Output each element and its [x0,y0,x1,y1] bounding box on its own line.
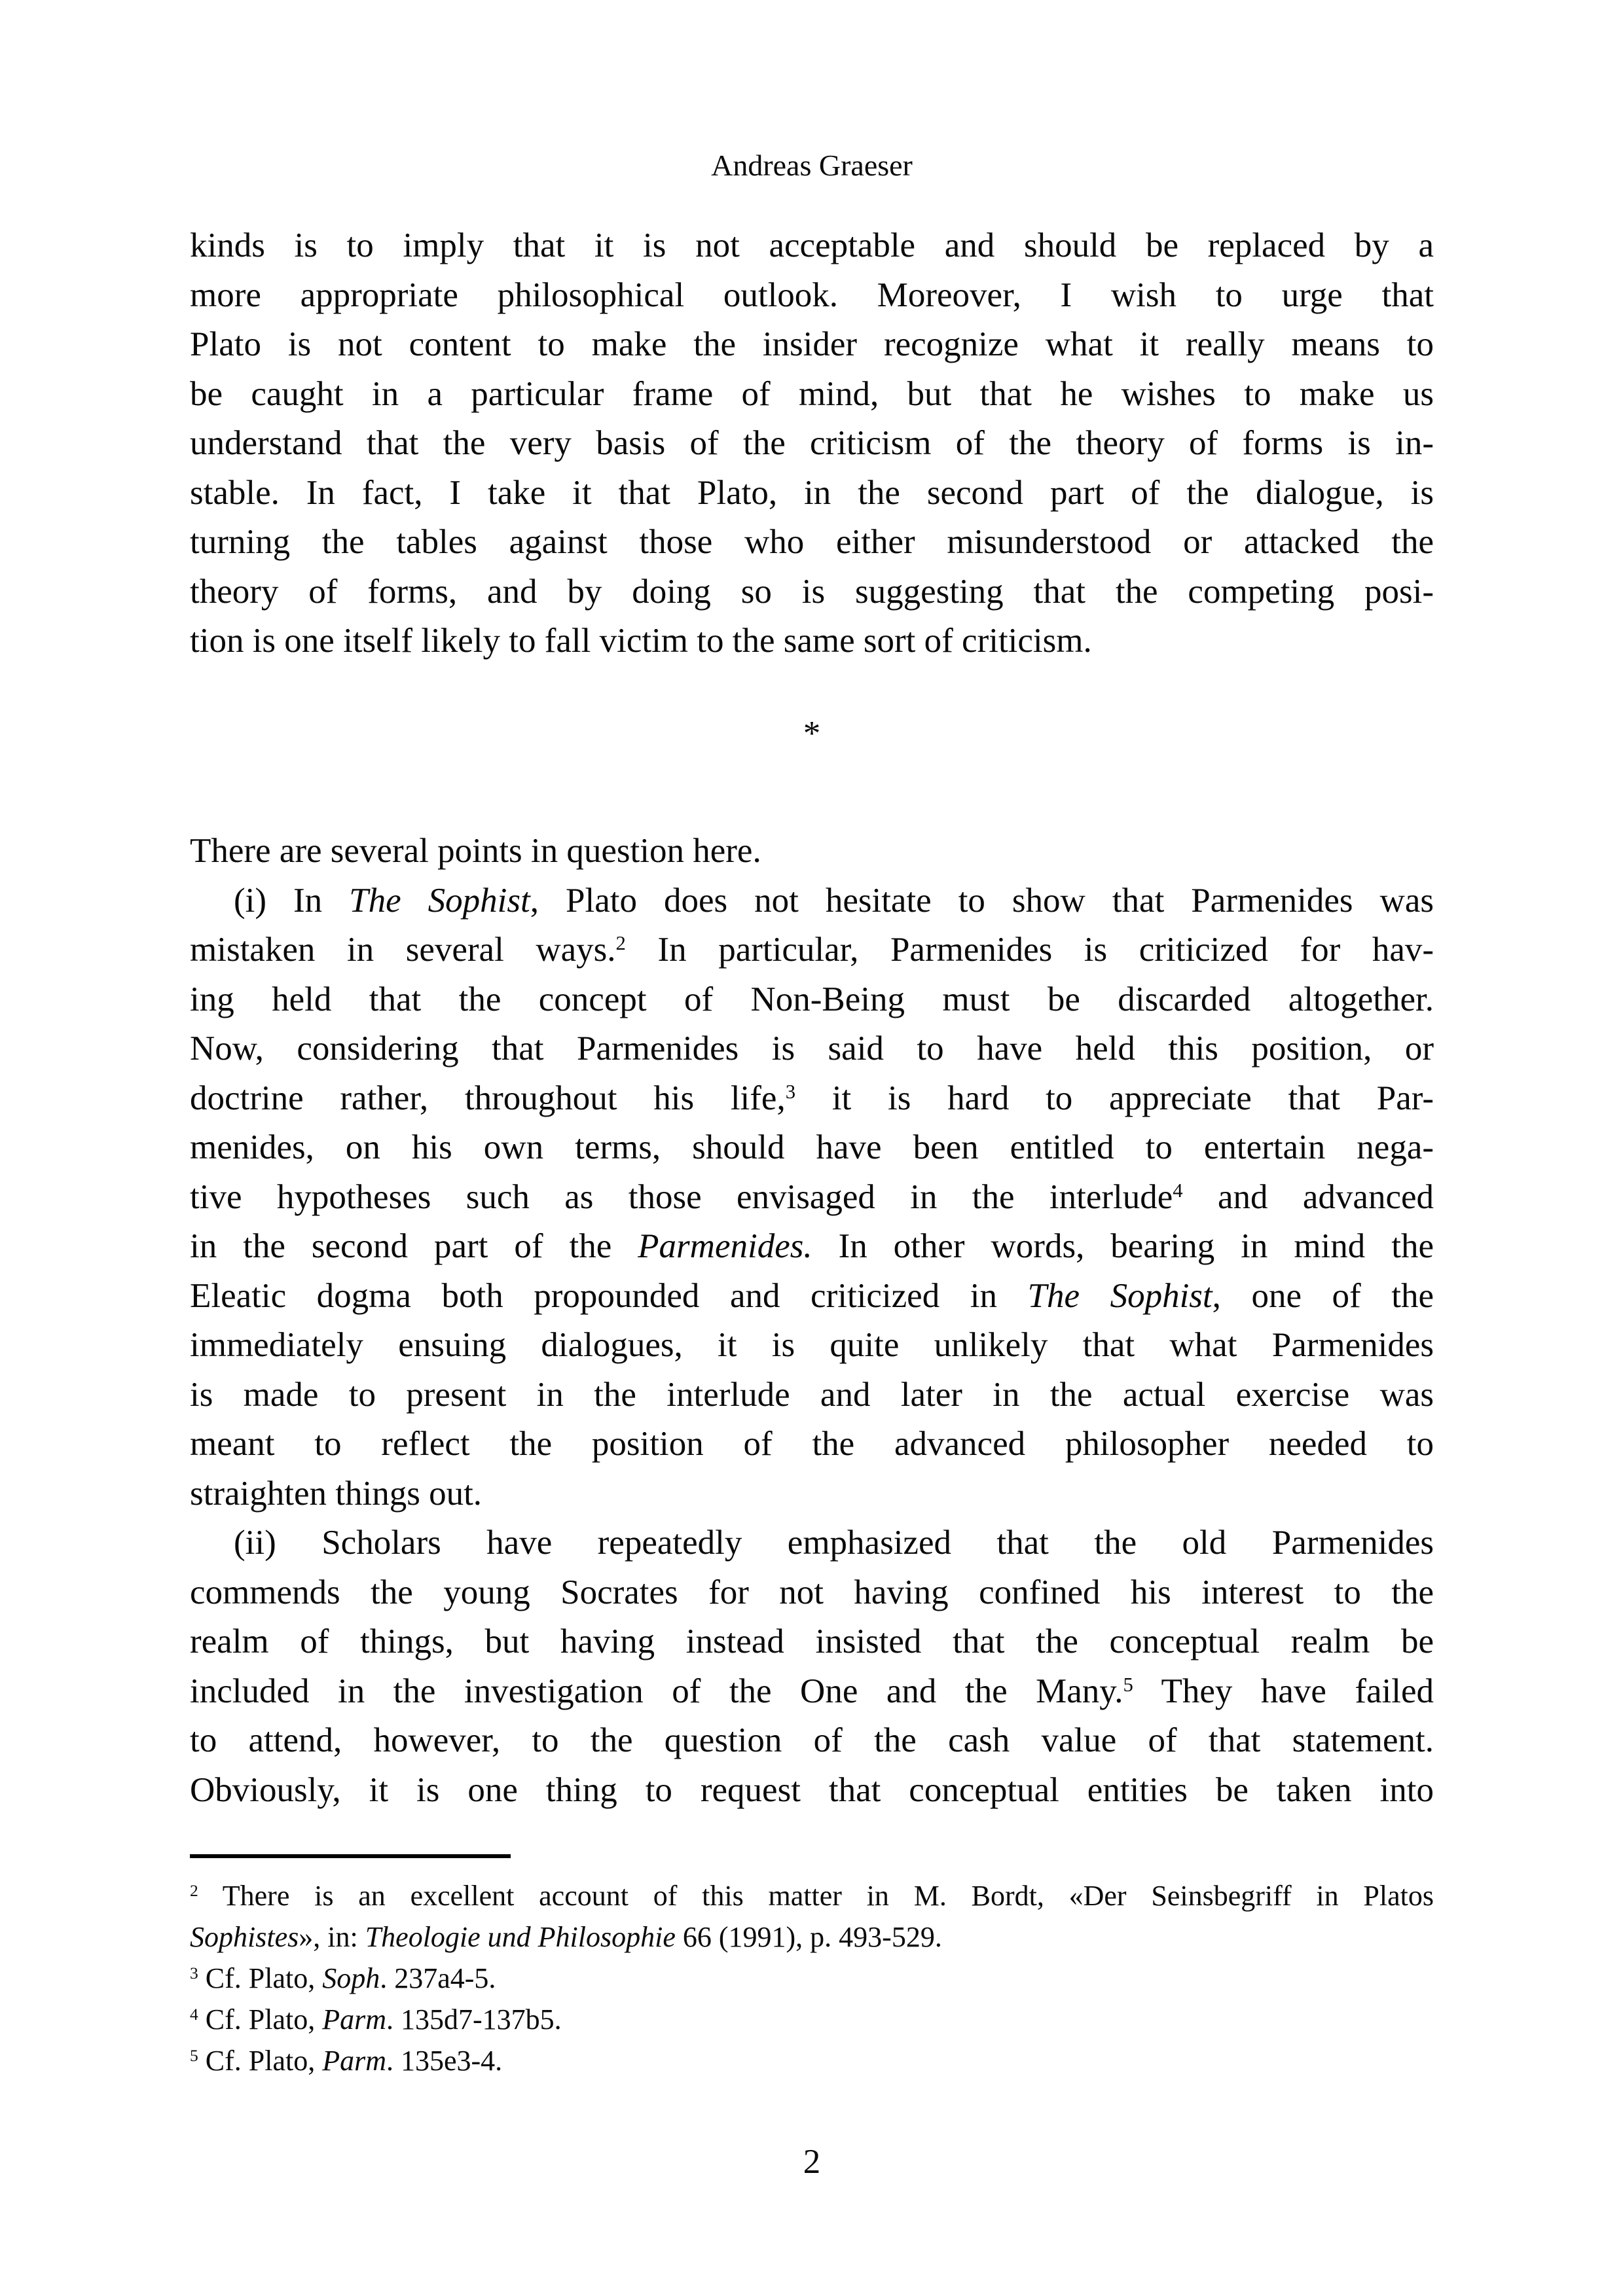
text-line: in the second part of the Parmenides. In other words, bearing in mind the [190,1227,1434,1265]
text-line: (ii) Scholars have repeatedly emphasized that the old Parmenides [234,1524,1434,1562]
footnotes [190,1875,1434,2081]
author-name: Andreas Graeser [711,149,913,182]
text-line: turning the tables against those who either misunderstood or attacked the [190,523,1434,561]
text-line: understand that the very basis of the criticism of the theory of forms is in- [190,424,1434,462]
text-line: tive hypotheses such as those envisaged in the interlude$^4$ and advanced [190,1177,1434,1216]
text-line: more appropriate philosophical outlook. Moreover, I wish to urge that [190,276,1434,314]
text-line: mistaken in several ways.$^2$ In particular, Parmenides is criticized for hav- [190,931,1434,969]
text-line: There are several points in question here. [190,832,761,870]
text-line: meant to reflect the position of the advanced philosopher needed to [190,1425,1434,1463]
page-number [190,2138,1434,2187]
page-number-value: 2 [803,2143,821,2181]
text-line: included in the investigation of the One and the Many.$^5$ They have failed [190,1672,1434,1710]
text-line: is made to present in the interlude and later in the actual exercise was [190,1375,1434,1414]
text-line: $^5$ Cf. Plato, Parm. 135e3-4. [190,2045,503,2077]
body-text [190,221,1434,1815]
section-divider [190,709,1434,759]
text-line: commends the young Socrates for not having confined his interest to the [190,1573,1434,1611]
text-line: ing held that the concept of Non-Being must be discarded altogether. [190,980,1434,1018]
paragraph-point-ii [190,1518,1434,1815]
text-line: realm of things, but having instead insisted that the conceptual realm be [190,1623,1434,1660]
text-line: $^2$ There is an excellent account of this matter in M. Bordt, «Der Seinsbegriff in Platos [190,1880,1434,1912]
footnote-5 [190,2040,1434,2081]
footnote-4 [190,1999,1434,2040]
text-line: $^3$ Cf. Plato, Soph. 237a4-5. [190,1962,496,1994]
text-line: doctrine rather, throughout his life,$^3$ it is hard to appreciate that Par- [190,1079,1434,1117]
text-line: kinds is to imply that it is not acceptable and should be replaced by a [190,226,1434,264]
text-line: (i) In The Sophist, Plato does not hesitate to show that Parmenides was [234,881,1434,920]
text-line: $^4$ Cf. Plato, Parm. 135d7-137b5. [190,2003,562,2036]
text-line: Plato is not content to make the insider recognize what it really means to [190,325,1434,363]
paragraph-intro [190,827,1434,876]
text-line: Eleatic dogma both propounded and criticized in The Sophist, one of the [190,1276,1434,1315]
text-line: menides, on his own terms, should have been entitled to entertain nega- [190,1128,1434,1166]
paragraph-point-i [190,876,1434,1519]
text-line: Obviously, it is one thing to request that conceptual entities be taken into [190,1770,1434,1809]
paragraph-continuation [190,221,1434,666]
footnote-rule [190,1854,511,1858]
footnote-2 [190,1875,1434,1958]
text-line: theory of forms, and by doing so is suggesting that the competing posi- [190,572,1434,611]
text-line: Now, considering that Parmenides is said to have held this position, or [190,1030,1434,1067]
text-line: Sophistes», in: Theologie und Philosophie 66 (1991), p. 493-529. [190,1921,942,1953]
asterisk-divider: * [803,714,821,753]
running-header [190,0,1434,182]
text-line: immediately ensuing dialogues, it is quite unlikely that what Parmenides [190,1326,1434,1364]
text-line: tion is one itself likely to fall victim to the same sort of criticism. [190,622,1092,660]
text-line: stable. In fact, I take it that Plato, in the second part of the dialogue, is [190,473,1434,512]
footnote-3 [190,1958,1434,1999]
text-line: straighten things out. [190,1474,483,1513]
text-line: be caught in a particular frame of mind, but that he wishes to make us [190,374,1434,413]
text-line: to attend, however, to the question of the cash value of that statement. [190,1721,1434,1759]
